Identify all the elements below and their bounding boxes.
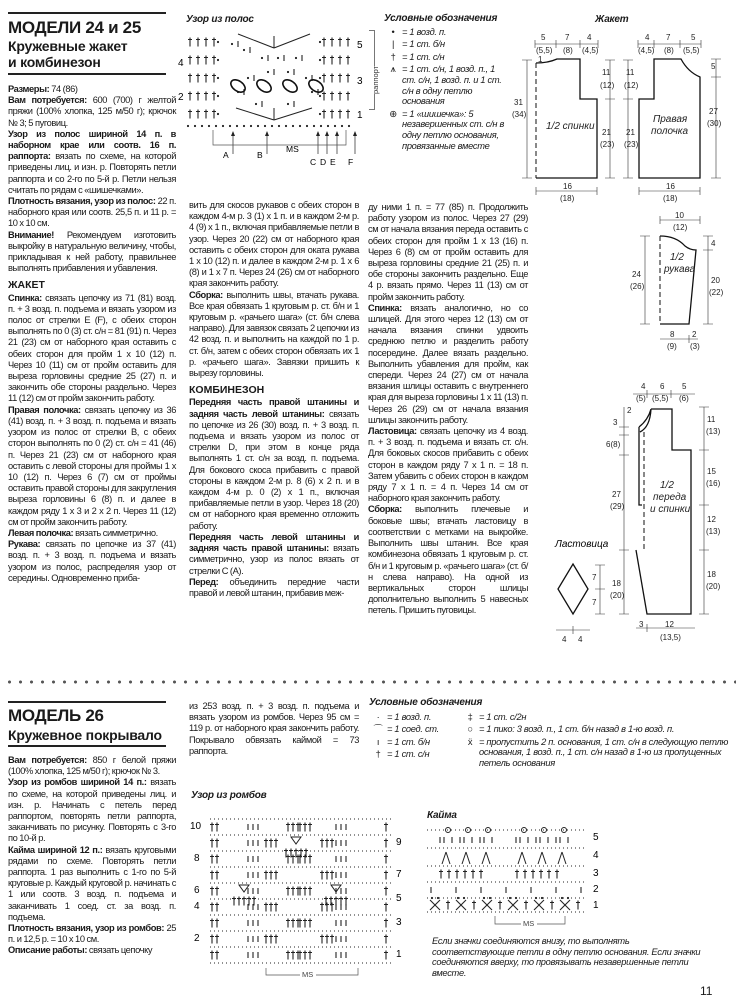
stitch-line bbox=[274, 108, 312, 120]
ms-label: MS bbox=[286, 144, 299, 154]
header-rule-top bbox=[8, 12, 166, 14]
stitch-line bbox=[538, 852, 542, 864]
paragraph: Сборка: выполнить плечевые и боковые швы; втачать ластовицу в соответствии с метками на выкройке. Выполнить швы штанин. Все края комбинезона обвязать 1 круговым р. ст. б/н и 1 круговым р. «рачьего шага» (ст. б/н слева направо). На одной из вертикальных сторон шлицы дополнительно выполнить 5 навесных петель. Пришить пуговицы. bbox=[368, 504, 528, 616]
paragraph: Спинка: связать цепочку из 71 (81) возд. п. + 3 возд. п. подъема и вязать узором из полос от стрелки E (F), с обеих сторон выполнять по 0 (3) ст. с/н = 81 (91) п. Через 21 (23) см от наборного края оставить с обеих сторон для пройм 1 х 10 (12) п. Через 10 (11) см от пройм оставить для выреза горловины средние 25 (27) п. и закончить обе стороны раздельно. Через 11 (12) см от пройм закончить работу. bbox=[8, 292, 176, 404]
arrow-label: D bbox=[320, 157, 327, 167]
chain-symbol bbox=[489, 897, 491, 899]
chain-symbol bbox=[215, 125, 217, 127]
legend-item: † = 1 ст. с/н bbox=[384, 52, 506, 63]
svg-text:11: 11 bbox=[602, 68, 611, 77]
legend-model-26 bbox=[369, 698, 739, 771]
model-title: МОДЕЛИ 24 и 25 bbox=[8, 18, 141, 37]
paragraph: Перед: объединить передние части правой и левой штанин, прибавив меж- bbox=[189, 576, 359, 598]
svg-text:3: 3 bbox=[639, 620, 644, 629]
header-rule-bottom bbox=[8, 73, 166, 75]
svg-text:31: 31 bbox=[514, 98, 523, 107]
svg-text:11: 11 bbox=[626, 68, 635, 77]
stitch-line bbox=[562, 852, 566, 864]
bobble-symbol bbox=[307, 77, 326, 94]
header-rule-top bbox=[8, 701, 166, 703]
model-subtitle-2: и комбинезон bbox=[8, 54, 101, 70]
single-crochet-icon: | bbox=[391, 39, 395, 50]
chain-symbol bbox=[341, 125, 343, 127]
sleeve-label: 1/2 bbox=[670, 252, 684, 263]
chain-symbol bbox=[535, 897, 537, 899]
paragraph: Узор из полос шириной 14 п. в наборном крае или соотв. 16 п. раппорта: вязать по схеме, на которой приведены лиц. и изн. р. Повторять петли раппорта и со 2-го по 5-й р. Петли нельзя считать по рядам с «шишечками». bbox=[8, 128, 176, 195]
stitch-line bbox=[442, 852, 446, 864]
legend-title: Условные обозначения bbox=[369, 697, 483, 708]
schematic-title: Жакет bbox=[595, 14, 629, 25]
front-label: Правая bbox=[653, 114, 688, 125]
svg-text:(30): (30) bbox=[707, 119, 722, 128]
legend-item: | = 1 ст. б/н bbox=[384, 39, 506, 50]
model-subtitle-1: Кружевные жакет bbox=[8, 38, 128, 54]
bobble-icon: ⊕ bbox=[389, 108, 397, 119]
bobble-symbol bbox=[281, 77, 300, 94]
paragraph: Внимание! Рекомендуем изготовить выкройку в натуральную величину, чтобы, прикладывая к ней работу, правильнее выполнять прибавления и убавления. bbox=[8, 229, 176, 274]
legend-item: ‡ = 1 ст. с/2н bbox=[461, 712, 733, 723]
paragraph: Плотность вязания, узор из ромбов: 25 п. и 12,5 р. = 10 х 10 см. bbox=[8, 923, 176, 945]
chain-symbol bbox=[217, 41, 219, 43]
stitch-line bbox=[238, 34, 274, 48]
chain-symbol bbox=[271, 125, 273, 127]
row-label: 2 bbox=[178, 92, 184, 103]
chain-symbol bbox=[319, 41, 321, 43]
header-rule-bottom bbox=[8, 745, 166, 747]
text-column-3 bbox=[368, 202, 528, 617]
svg-text:7: 7 bbox=[565, 33, 570, 42]
svg-text:(12): (12) bbox=[624, 81, 639, 90]
paragraph: Передняя часть правой штанины и задняя часть левой штанины: связать по цепочке из 26 (30) возд. п. + 3 возд. п. подъема и вязать узором из полос от стрелки D, при этом в конце ряда выполнять 1 ст. с/н за возд. п. подъема. Для бокового скоса прибавить с правой стороны в каждом 2-м р. 8 (6) х 2 п. и в каждом 4-м р. 0 (2) х 1 п., включая прибавляемые петли в узор. Через 18 (20) см от наборного края временно отложить работу. bbox=[189, 397, 359, 531]
chain-symbol bbox=[285, 125, 287, 127]
chain-symbol bbox=[295, 57, 297, 59]
svg-text:(4,5): (4,5) bbox=[638, 46, 655, 55]
paragraph: вить для скосов рукавов с обеих сторон в каждом 4-м р. 3 (1) х 1 п. и в каждом 2-м р. 4 (9) х 1 п., включая прибавляемые петли в узор. Через 20 (22) см от наборного края оставить с обеих сторон для оката рукава 1 х 10 (12) п. и далее в каждом 2-м р. 1 х 6 (8) и 1 х 7 п. Через 24 (26) см от наборного края закончить работу. bbox=[189, 200, 359, 289]
chain-symbol bbox=[483, 897, 485, 899]
svg-text:7: 7 bbox=[666, 33, 671, 42]
paragraph: Передняя часть левой штанины и задняя часть правой штанины: вязать симметрично, узор из полос вязать от стрелки C (A). bbox=[189, 531, 359, 576]
svg-text:16: 16 bbox=[666, 182, 675, 191]
stitch-line bbox=[558, 852, 562, 864]
paragraph: Вам потребуется: 850 г белой пряжи (100% хлопка, 125 м/50 г); крючок № 3. bbox=[8, 755, 177, 777]
svg-text:4: 4 bbox=[562, 635, 567, 644]
section-divider bbox=[4, 680, 736, 684]
chain-symbol bbox=[247, 77, 249, 79]
paragraph: Сборка: выполнить швы, втачать рукава. Все края обвязать 1 круговым р. ст. б/н и 1 круговым р. «рачьего шага» (ст. б/н слева направо). Для завязок связать 2 цепочки из 42 возд. п. и выполнить на каждой по 1 р. ст. б/н, затем с обеих сторон обвязать их 1 р. «рачьего шага». Завязки пришить к вырезу горловины. bbox=[189, 289, 359, 379]
svg-text:и спинки: и спинки bbox=[650, 504, 691, 515]
chain-symbol bbox=[255, 103, 257, 105]
chain-symbol bbox=[217, 113, 219, 115]
row-label: 7 bbox=[396, 869, 402, 880]
row-label: 3 bbox=[396, 917, 402, 928]
back-label: 1/2 спинки bbox=[546, 121, 595, 132]
legend-title: Условные обозначения bbox=[384, 13, 498, 24]
slip-stitch-icon: ⌒ bbox=[373, 724, 383, 735]
paragraph: Узор из ромбов шириной 14 п.: вязать по схеме, на которой приведены лиц. и изн. р. Начинать с петель перед раппортом, повторять петли раппорта, заканчивать по рисунку. Повторять с 3-го по 10-й р. bbox=[8, 777, 176, 844]
row-label: 2 bbox=[194, 933, 200, 944]
chain-symbol bbox=[267, 71, 269, 73]
svg-text:20: 20 bbox=[711, 276, 720, 285]
chain-symbol bbox=[319, 59, 321, 61]
svg-text:(22): (22) bbox=[709, 288, 724, 297]
chain-symbol bbox=[292, 125, 294, 127]
svg-text:(20): (20) bbox=[706, 582, 721, 591]
chain-symbol bbox=[243, 49, 245, 51]
chain-symbol bbox=[431, 897, 433, 899]
svg-text:полочка: полочка bbox=[651, 126, 689, 137]
legend-item: ⊕ = 1 «шишечка»: 5 незавершенных ст. с/н в одну петлю основания, провязанные вместе bbox=[384, 109, 506, 151]
shell-symbol bbox=[291, 837, 301, 844]
chain-symbol bbox=[222, 125, 224, 127]
arrow-head bbox=[316, 131, 320, 136]
stitch-line bbox=[274, 34, 310, 48]
chain-symbol bbox=[278, 125, 280, 127]
svg-text:11: 11 bbox=[707, 415, 716, 424]
row-label: 10 bbox=[190, 821, 202, 832]
row-label: 3 bbox=[357, 76, 363, 87]
legend-item: ı = 1 ст. б/н bbox=[369, 737, 461, 748]
paragraph: Описание работы: связать цепочку bbox=[8, 945, 153, 956]
chain-symbol bbox=[231, 43, 233, 45]
svg-text:7: 7 bbox=[592, 573, 597, 582]
model-title: МОДЕЛЬ 26 bbox=[8, 706, 104, 725]
legend-item: ⌒ = 1 соед. ст. bbox=[369, 724, 461, 735]
overall-label: 1/2 bbox=[660, 480, 674, 491]
svg-text:(23): (23) bbox=[624, 140, 639, 149]
arrow-head bbox=[325, 131, 329, 136]
legend-item: † = 1 ст. с/н bbox=[369, 749, 461, 760]
chain-symbol bbox=[457, 897, 459, 899]
model-26-text-column-2 bbox=[189, 701, 359, 757]
row-label: 1 bbox=[396, 949, 402, 960]
double-crochet-icon: † bbox=[375, 749, 381, 760]
chain-symbol bbox=[217, 59, 219, 61]
row-label: 5 bbox=[357, 40, 363, 51]
stripe-pattern-chart bbox=[176, 28, 368, 168]
chain-icon: • bbox=[391, 26, 395, 37]
chain-symbol bbox=[261, 57, 263, 59]
chain-symbol bbox=[463, 897, 465, 899]
stitch-line bbox=[518, 852, 522, 864]
svg-text:(18): (18) bbox=[663, 194, 678, 203]
svg-text:27: 27 bbox=[709, 107, 718, 116]
double-crochet-icon: † bbox=[390, 51, 396, 62]
single-crochet-icon: ı bbox=[376, 736, 380, 747]
svg-text:10: 10 bbox=[675, 211, 684, 220]
diamond-chart-title: Узор из ромбов bbox=[191, 790, 267, 801]
ms-label: MS bbox=[523, 919, 535, 928]
arrow-label: A bbox=[223, 150, 229, 160]
svg-text:4: 4 bbox=[645, 33, 650, 42]
arrow-head bbox=[265, 131, 269, 136]
svg-text:(4,5): (4,5) bbox=[582, 46, 599, 55]
stitch-line bbox=[522, 852, 526, 864]
chain-symbol bbox=[187, 125, 189, 127]
model-subtitle: Кружевное покрывало bbox=[8, 727, 162, 743]
arrow-label: E bbox=[330, 157, 336, 167]
arrow-label: F bbox=[348, 157, 354, 167]
svg-text:4: 4 bbox=[641, 382, 646, 391]
stitch-line bbox=[542, 852, 546, 864]
chain-symbol bbox=[277, 57, 279, 59]
chain-symbol bbox=[327, 125, 329, 127]
svg-text:24: 24 bbox=[632, 270, 641, 279]
row-label: 1 bbox=[593, 900, 599, 911]
svg-text:(12): (12) bbox=[600, 81, 615, 90]
svg-text:18: 18 bbox=[612, 579, 621, 588]
chain-symbol bbox=[305, 77, 307, 79]
svg-text:5: 5 bbox=[711, 62, 716, 71]
legend-item: ○ = 1 пико: 3 возд. п., 1 ст. б/н назад в 1-ю возд. п. bbox=[461, 724, 733, 735]
crossed-stitch-icon: ẍ bbox=[467, 736, 473, 747]
row-label: 3 bbox=[593, 868, 599, 879]
chain-symbol bbox=[229, 125, 231, 127]
paragraph: ду ними 1 п. = 77 (85) п. Продолжить работу узором из полос. Через 27 (29) см от начала вязания переда оставить с обеих сторон для пройм 1 х 13 (16) п. Через 6 (8) см от пройм оставить для выреза горловины средние 21 (25) п. и обе стороны закончить раздельно. Еще 4 р. вязать прямо. Через 11 (13) см от пройм закончить работу. bbox=[368, 202, 528, 302]
page-number: 11 bbox=[700, 984, 713, 998]
paragraph: Ластовица: связать цепочку из 4 возд. п. + 3 возд. п. подъема и вязать ст. с/н. Для боковых скосов прибавить с обеих сторон в каждом ряду 7 х 1 п. = 18 п. Затем убавить с обеих сторон в каждом ряду 7 х 1 п. = 4 п. Через 14 см от наборного края закончить работу. bbox=[368, 426, 528, 504]
row-label: 9 bbox=[396, 837, 402, 848]
chain-symbol bbox=[509, 897, 511, 899]
row-label: 4 bbox=[593, 850, 599, 861]
chain-icon: · bbox=[376, 711, 380, 722]
chain-symbol bbox=[250, 125, 252, 127]
svg-text:рукава: рукава bbox=[664, 264, 696, 275]
svg-text:(8): (8) bbox=[563, 46, 573, 55]
stitch-line bbox=[486, 852, 490, 864]
chain-symbol bbox=[217, 77, 219, 79]
chain-symbol bbox=[319, 113, 321, 115]
svg-text:6: 6 bbox=[660, 382, 665, 391]
arrow-head bbox=[353, 131, 357, 136]
svg-text:(5,5): (5,5) bbox=[652, 394, 669, 403]
paragraph: Вам потребуется: 600 (700) г желтой пряжи (100% хлопка, 125 м/50 г); крючок № 3; 5 пуговиц. bbox=[8, 95, 176, 128]
legend-item: • = 1 возд. п. bbox=[384, 27, 506, 38]
chain-symbol bbox=[236, 125, 238, 127]
svg-text:21: 21 bbox=[626, 128, 635, 137]
chain-symbol bbox=[515, 897, 517, 899]
chain-symbol bbox=[567, 897, 569, 899]
svg-text:4: 4 bbox=[711, 239, 716, 248]
svg-text:27: 27 bbox=[612, 490, 621, 499]
picot-icon: ○ bbox=[467, 724, 473, 735]
svg-text:12: 12 bbox=[665, 620, 674, 629]
row-label: 4 bbox=[194, 901, 200, 912]
svg-text:(3): (3) bbox=[690, 342, 700, 351]
chain-symbol bbox=[437, 897, 439, 899]
chain-symbol bbox=[287, 103, 289, 105]
row-label: 5 bbox=[593, 832, 599, 843]
svg-text:5: 5 bbox=[682, 382, 687, 391]
legend-item: · = 1 возд. п. bbox=[369, 712, 461, 723]
chain-symbol bbox=[334, 125, 336, 127]
chain-symbol bbox=[306, 125, 308, 127]
chain-symbol bbox=[208, 125, 210, 127]
stitch-line bbox=[466, 852, 470, 864]
overall-outline bbox=[636, 409, 691, 614]
row-label: 4 bbox=[178, 58, 184, 69]
svg-text:(9): (9) bbox=[667, 342, 677, 351]
stitch-line bbox=[482, 852, 486, 864]
shell-icon: ⩚ bbox=[390, 64, 396, 75]
chain-symbol bbox=[201, 125, 203, 127]
svg-text:(5,5): (5,5) bbox=[536, 46, 553, 55]
chain-symbol bbox=[561, 897, 563, 899]
row-label: 8 bbox=[194, 853, 200, 864]
svg-text:(29): (29) bbox=[610, 502, 625, 511]
chain-symbol bbox=[311, 91, 313, 93]
paragraph: Правая полочка: связать цепочку из 36 (41) возд. п. + 3 возд. п. подъема и вязать узором из полос от стрелки B, с обеих сторон выполнять по 0 (2) ст. с/н = 41 (46) п. Через 21 (23) см от наборного края оставить с левой стороны для проймы 1 х 10 (12) п. Через 6 (7) см от проймы оставить правой стороны для закругления выреза горловины 6 (8) п. и далее в каждом ряду 1 х 3 и 2 х 2 п. Через 11 (12) см от пройм закончить работу. bbox=[8, 404, 176, 527]
svg-text:5: 5 bbox=[541, 33, 546, 42]
legend-item: ẍ = пропустить 2 п. основания, 1 ст. с/н в следующую петлю основания, 1 возд. п., 1 ст. с/н назад в 1-ю из пропущенных петель основания bbox=[461, 737, 733, 769]
diamond-pattern-chart bbox=[186, 805, 408, 977]
svg-text:(12): (12) bbox=[673, 223, 688, 232]
chain-symbol bbox=[319, 95, 321, 97]
svg-text:4: 4 bbox=[587, 33, 592, 42]
svg-text:4: 4 bbox=[578, 635, 583, 644]
paragraph: Спинка: вязать аналогично, но со шлицей. Для этого через 12 (13) см от начала вязания спинки удвоить среднюю петлю и разделить работу посередине. Далее вязать раздельно. Выполнить убавления для пройм, как спереди. Через 24 (27) см от начала вязания шлицы оставить с внутреннего края для выреза горловины 1 х 11 (13) п. Через 26 (29) см от начала вязания шлицы закончить работу. bbox=[368, 302, 528, 425]
back-outline bbox=[536, 59, 597, 178]
svg-text:8: 8 bbox=[670, 330, 675, 339]
chain-symbol bbox=[299, 125, 301, 127]
chain-symbol bbox=[541, 897, 543, 899]
paragraph: Размеры: 74 (86) bbox=[8, 84, 78, 94]
svg-text:(16): (16) bbox=[706, 479, 721, 488]
ms-label: MS bbox=[302, 970, 314, 977]
stitch-line bbox=[462, 852, 466, 864]
svg-text:18: 18 bbox=[707, 570, 716, 579]
arrow-label: C bbox=[310, 157, 317, 167]
edging-chart bbox=[425, 822, 605, 932]
chain-symbol bbox=[319, 77, 321, 79]
svg-text:7: 7 bbox=[592, 598, 597, 607]
paragraph: Рукава: связать по цепочке из 37 (41) возд. п. + 3 возд. п. подъема и вязать узором из полос, распределяя узор от середины. Одновременно приба- bbox=[8, 539, 176, 583]
svg-text:3: 3 bbox=[613, 418, 618, 427]
svg-text:(18): (18) bbox=[560, 194, 575, 203]
chain-symbol bbox=[217, 95, 219, 97]
chart-note: Если значки соединяются внизу, то выполнять соответствующие петли в одну петлю основания. Если значки соединяются вверху, то провязывать незавершенные петли вместе. bbox=[432, 936, 701, 978]
treble-crochet-icon: ‡ bbox=[467, 711, 473, 722]
chain-symbol bbox=[257, 125, 259, 127]
chain-symbol bbox=[348, 125, 350, 127]
svg-text:(13): (13) bbox=[706, 427, 721, 436]
svg-text:(13): (13) bbox=[706, 527, 721, 536]
chain-symbol bbox=[243, 125, 245, 127]
legend-item: ⩚ = 1 ст. с/н, 1 возд. п., 1 ст. с/н, 1 возд. п. и 1 ст. с/н в одну петлю основания bbox=[384, 64, 506, 106]
svg-text:переда: переда bbox=[653, 492, 687, 503]
text-column-2 bbox=[189, 200, 359, 599]
svg-text:(6): (6) bbox=[679, 394, 689, 403]
arrow-label: B bbox=[257, 150, 263, 160]
svg-text:6(8): 6(8) bbox=[606, 440, 621, 449]
stitch-line bbox=[446, 852, 450, 864]
bobble-symbol bbox=[229, 77, 248, 94]
row-label: 5 bbox=[396, 893, 402, 904]
stitch-line bbox=[236, 108, 274, 120]
svg-text:(26): (26) bbox=[630, 282, 645, 291]
svg-text:(5): (5) bbox=[636, 394, 646, 403]
svg-text:15: 15 bbox=[707, 467, 716, 476]
legend-models-24-25 bbox=[384, 14, 506, 153]
svg-text:(8): (8) bbox=[664, 46, 674, 55]
svg-text:(23): (23) bbox=[600, 140, 615, 149]
chain-symbol bbox=[264, 125, 266, 127]
svg-text:(34): (34) bbox=[512, 110, 527, 119]
arrow-head bbox=[231, 131, 235, 136]
svg-text:12: 12 bbox=[707, 515, 716, 524]
bobble-symbol bbox=[255, 77, 274, 94]
svg-text:(13,5): (13,5) bbox=[660, 633, 681, 642]
svg-text:16: 16 bbox=[563, 182, 572, 191]
svg-text:(5,5): (5,5) bbox=[683, 46, 700, 55]
section-heading-jacket: ЖАКЕТ bbox=[8, 279, 45, 292]
svg-text:2: 2 bbox=[692, 330, 697, 339]
front-outline bbox=[639, 59, 700, 178]
sleeve-outline bbox=[660, 236, 696, 324]
gusset-title: Ластовица bbox=[555, 539, 609, 550]
svg-text:21: 21 bbox=[602, 128, 611, 137]
paragraph: Плотность вязания, узор из полос: 22 п. наборного края или соотв. 25,5 п. и 11 р. = 10 х 10 см. bbox=[8, 196, 176, 229]
edge-chart-title: Кайма bbox=[427, 810, 457, 821]
gusset-outline bbox=[558, 564, 588, 614]
svg-text:2: 2 bbox=[627, 406, 632, 415]
svg-text:(20): (20) bbox=[610, 591, 625, 600]
row-label: 1 bbox=[357, 110, 363, 121]
text-column-1 bbox=[8, 84, 176, 584]
row-label: 2 bbox=[593, 884, 599, 895]
chain-symbol bbox=[194, 125, 196, 127]
svg-text:5: 5 bbox=[691, 33, 696, 42]
paragraph: Кайма шириной 12 п.: вязать круговыми рядами по схеме. Повторять петли раппорта. 1 раз выполнить с 1-го по 5-й круговые р. Каждый круговой р. начинать с 1 или соотв. 3 возд. п. подъема и заканчивать 1 соед. ст. за возд. п. подъема. bbox=[8, 844, 177, 922]
chain-symbol bbox=[287, 71, 289, 73]
row-label: 6 bbox=[194, 885, 200, 896]
svg-text:1: 1 bbox=[538, 55, 543, 64]
section-heading-overall: КОМБИНЕЗОН bbox=[189, 384, 265, 397]
chain-symbol bbox=[313, 125, 315, 127]
repeat-label: раппорт bbox=[371, 65, 380, 94]
model-26-text-column-1 bbox=[8, 755, 176, 957]
stripe-chart-title: Узор из полос bbox=[186, 14, 254, 25]
paragraph: Левая полочка: вязать симметрично. bbox=[8, 527, 158, 538]
arrow-head bbox=[335, 131, 339, 136]
paragraph: из 253 возд. п. + 3 возд. п. подъема и вязать узором из ромбов. Через 95 см = 119 р. от наборного края закончить работу. Покрывало обвязать каймой = 73 раппорта. bbox=[189, 701, 359, 756]
chain-symbol bbox=[320, 125, 322, 127]
